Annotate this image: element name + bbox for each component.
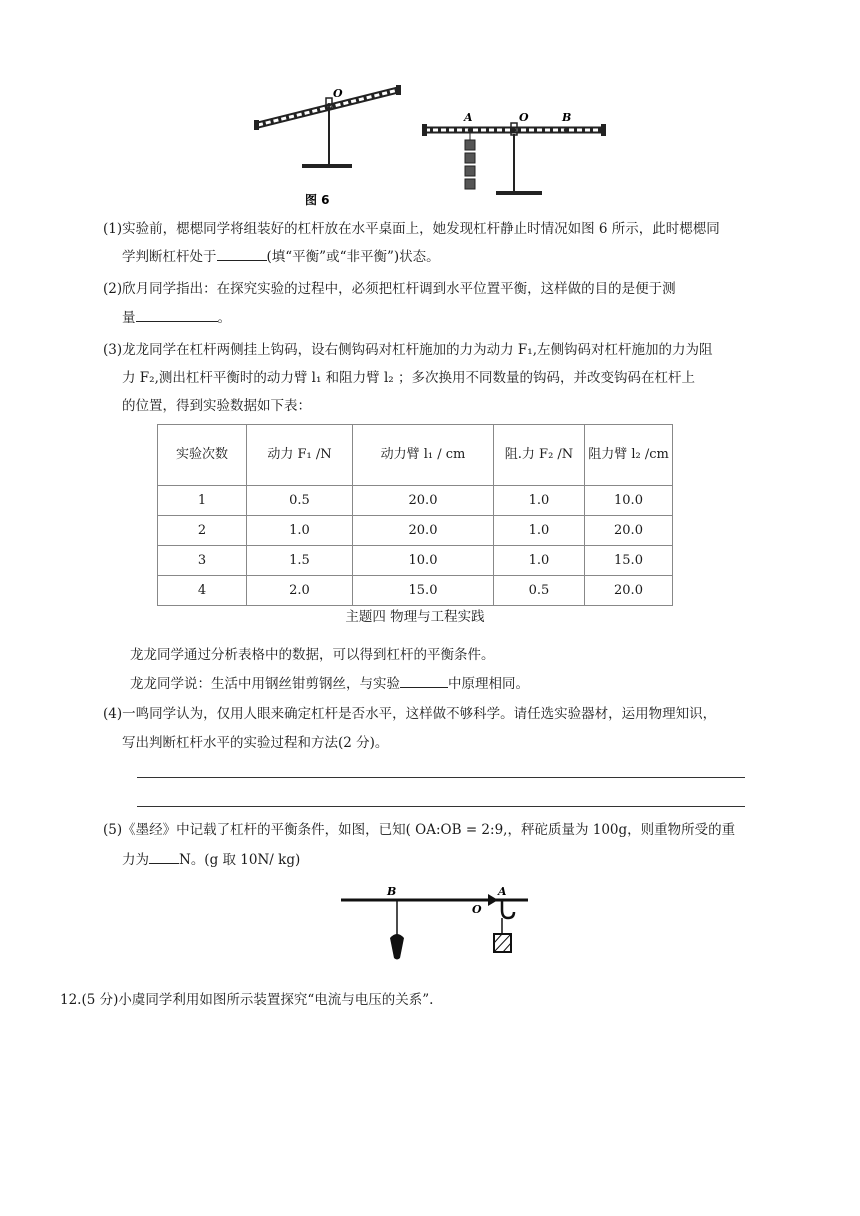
label-o-left: O	[333, 87, 343, 100]
table-row	[158, 546, 673, 576]
q1-line2-b: (填“平衡”或“非平衡”)状态。	[266, 249, 440, 265]
q3b-answer-blank[interactable]	[400, 673, 448, 688]
q12-line: 12.(5 分)小虞同学利用如图所示装置探究“电流与电压的关系”.	[60, 992, 434, 1008]
q1-line2-a: 学判断杠杆处于	[122, 249, 217, 265]
q3b-line2-a: 龙龙同学说：生活中用钢丝钳剪钢丝，与实验	[130, 676, 400, 692]
q3-line2: 力 F₂,测出杠杆平衡时的动力臂 l₁ 和阻力臂 l₂ ；多次换用不同数量的钩码，并改变钩码在杠杆上	[122, 370, 695, 386]
q3-line1: (3)龙龙同学在杠杆两侧挂上钩码，设右侧钩码对杠杆施加的力为动力 F₁,左侧钩码对杠杆施加的力为阻	[103, 342, 713, 358]
table-cell: 1.0	[247, 516, 353, 546]
q4-line1: (4)一鸣同学认为，仅用人眼来确定杠杆是否水平，这样做不够科学。请任选实验器材，运用物理知识，	[103, 706, 717, 722]
tilted-lever-apparatus	[254, 85, 401, 168]
steelyard-figure	[338, 880, 538, 970]
label-o-right: O	[519, 111, 529, 124]
q2-answer-blank[interactable]	[136, 307, 218, 322]
label-b: B	[562, 111, 572, 124]
q1-answer-blank[interactable]	[217, 246, 267, 261]
table-cell: 20.0	[353, 516, 494, 546]
q5-answer-blank[interactable]	[149, 849, 179, 864]
steelyard-label-a: A	[498, 885, 507, 898]
table-cell: 1.5	[247, 546, 353, 576]
q3-line3: 的位置，得到实验数据如下表：	[122, 398, 311, 414]
experiment-data-table	[157, 424, 673, 606]
table-cell: 10.0	[585, 486, 673, 516]
steelyard-label-o: O	[472, 903, 482, 916]
table-cell: 1.0	[494, 486, 585, 516]
figure-6	[250, 78, 620, 208]
table-cell: 10.0	[353, 546, 494, 576]
q1-line1: (1)实验前，楒楒同学将组装好的杠杆放在水平桌面上，她发现杠杆静止时情况如图 6 所示，此时楒楒同	[103, 221, 720, 237]
q2-line2-b: 。	[217, 310, 231, 326]
table-header-row	[158, 425, 673, 486]
table-row	[158, 486, 673, 516]
table-cell: 2.0	[247, 576, 353, 606]
q5-line2-b: N。(g 取 10N/ kg)	[179, 852, 301, 868]
steelyard-label-b: B	[387, 885, 397, 898]
table-cell: 4	[158, 576, 247, 606]
table-row	[158, 576, 673, 606]
table-cell: 20.0	[585, 576, 673, 606]
table-cell: 15.0	[585, 546, 673, 576]
q5-line1: (5)《墨经》中记载了杠杆的平衡条件，如图，已知( OA:OB = 2:9,，秤砣质量为 100g，则重物所受的重	[103, 822, 736, 838]
table-caption: 主题四 物理与工程实践	[345, 609, 485, 625]
header-trial: 实验次数	[158, 425, 247, 486]
table-cell: 1	[158, 486, 247, 516]
table-cell: 0.5	[247, 486, 353, 516]
header-load-arm: 阻力臂 l₂ /cm	[585, 425, 673, 486]
table-cell: 0.5	[494, 576, 585, 606]
label-a: A	[464, 111, 473, 124]
q1-line2	[122, 246, 802, 267]
q4-answer-line-2[interactable]	[137, 806, 745, 807]
header-effort-arm: 动力臂 l₁ / cm	[353, 425, 494, 486]
q5-line2-a: 力为	[122, 852, 149, 868]
q4-answer-line-1[interactable]	[137, 777, 745, 778]
q3b-line1: 龙龙同学通过分析表格中的数据，可以得到杠杆的平衡条件。	[130, 647, 495, 663]
table-cell: 20.0	[585, 516, 673, 546]
table-cell: 1.0	[494, 546, 585, 576]
table-cell: 1.0	[494, 516, 585, 546]
header-load-force: 阻.力 F₂ /N	[494, 425, 585, 486]
table-row	[158, 516, 673, 546]
horizontal-lever-apparatus	[422, 123, 606, 195]
table-cell: 20.0	[353, 486, 494, 516]
header-effort-force: 动力 F₁ /N	[247, 425, 353, 486]
q4-line2: 写出判断杠杆水平的实验过程和方法(2 分)。	[122, 735, 389, 751]
q2-line2	[122, 307, 802, 328]
q3b-line2	[130, 673, 802, 694]
table-cell: 3	[158, 546, 247, 576]
table-cell: 2	[158, 516, 247, 546]
figure-6-caption: 图 6	[305, 193, 330, 207]
table-cell: 15.0	[353, 576, 494, 606]
q2-line2-a: 量	[122, 310, 136, 326]
q2-line1: (2)欣月同学指出：在探究实验的过程中，必须把杠杆调到水平位置平衡，这样做的目的是便于测	[103, 281, 676, 297]
q3b-line2-b: 中原理相同。	[448, 676, 529, 692]
q5-line2	[122, 849, 802, 870]
